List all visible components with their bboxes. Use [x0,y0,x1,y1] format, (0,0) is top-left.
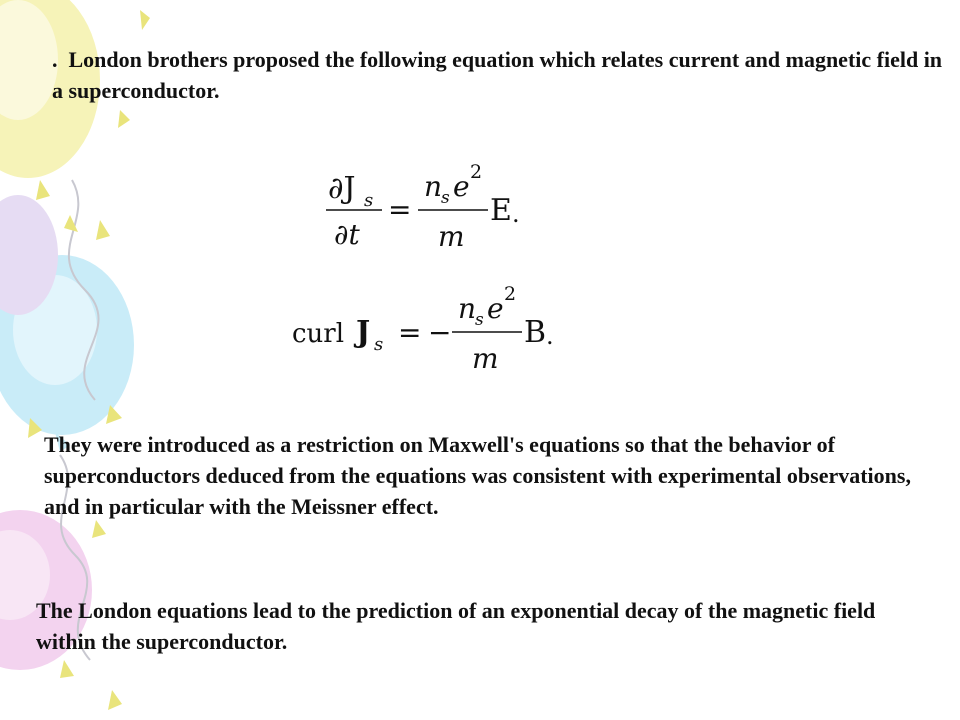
eq2-j: J [356,315,371,350]
eq1-field-e: E [490,193,512,228]
restriction-paragraph: They were introduced as a restriction on Maxwell's equations so that the behavior of superconductors deduced from the equations was consistent with experimental observations, and in particular with the Meissner effect. [44,432,911,519]
eq2-minus: − [428,316,452,349]
eq2-sub-s: s [374,334,384,355]
intro-paragraph [52,44,952,106]
eq1-equals: = [388,193,412,226]
intro-text: London brothers proposed the following equation which relates current and magnetic field in a superconductor. [52,47,943,103]
bullet-mark: . [52,47,58,72]
eq2-period: . [546,322,554,350]
eq1-n-sub-s: s [441,188,450,208]
london-equation-first [320,160,560,255]
conclusion-paragraph: The London equations lead to the prediction of an exponential decay of the magnetic field within the superconductor. [36,598,876,654]
eq1-partial-js: ∂J [328,171,356,206]
eq1-sub-s: s [364,190,374,211]
eq1-period: . [512,200,520,228]
eq2-field-b: B [524,315,547,350]
london-equation-second [288,282,568,374]
eq2-e: e [487,292,504,325]
eq2-exponent: 2 [504,283,517,305]
eq1-partial-t: ∂t [334,218,360,251]
eq2-n-sub-s: s [475,310,484,330]
eq2-m: m [472,342,499,374]
eq1-m: m [438,220,465,253]
eq2-equals: = [398,316,422,349]
eq1-exponent: 2 [470,161,483,183]
eq1-n: n [424,170,443,203]
eq2-n: n [458,292,477,325]
eq1-e: e [453,170,470,203]
eq2-curl: curl [292,319,345,349]
